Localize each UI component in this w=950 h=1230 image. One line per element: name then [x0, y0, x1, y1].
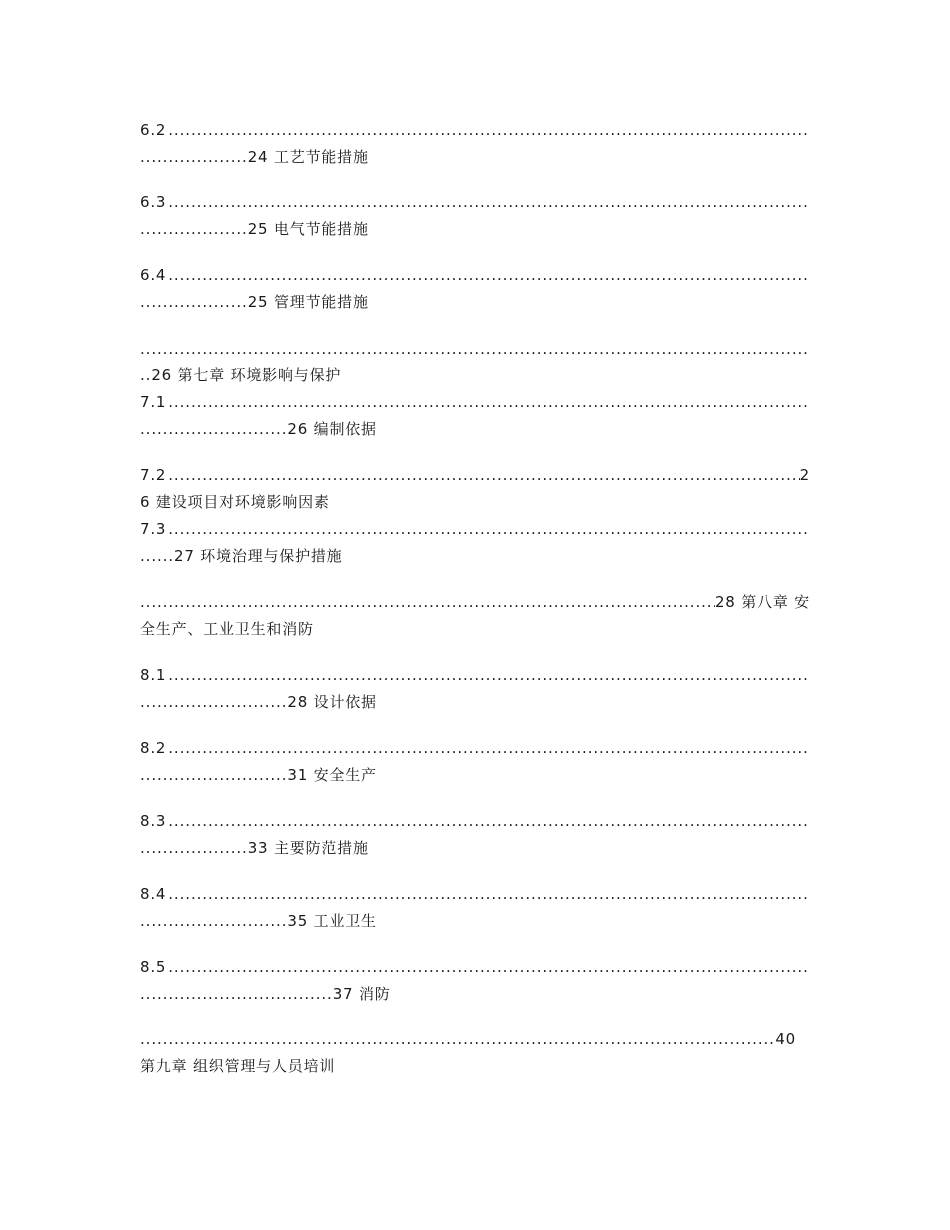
toc-leader: ...................	[140, 148, 248, 166]
toc-title: 安全生产	[313, 766, 377, 784]
toc-number: 7.3	[140, 520, 167, 538]
toc-number: 7.2	[140, 466, 167, 484]
toc-leader	[140, 1028, 775, 1050]
toc-number: 8.4	[140, 885, 167, 903]
toc-chapter-title: 全生产、工业卫生和消防	[140, 620, 314, 638]
toc-number: 6.3	[140, 193, 167, 211]
toc-line-continued	[140, 764, 810, 786]
toc-line	[140, 810, 810, 832]
toc-line-continued	[140, 364, 810, 386]
toc-line	[140, 338, 810, 360]
toc-page-number: 37	[332, 985, 354, 1003]
toc-line	[140, 391, 810, 413]
toc-leader: ..	[140, 366, 152, 384]
toc-line-continued	[140, 618, 810, 640]
toc-line	[140, 1028, 796, 1050]
toc-line-continued	[140, 837, 810, 859]
toc-page-number: 35	[287, 912, 309, 930]
toc-leader: ...................	[140, 220, 248, 238]
toc-page-number: 24	[247, 148, 269, 166]
toc-page-number: 31	[287, 766, 309, 784]
toc-leader: ..........................	[140, 912, 288, 930]
toc-line	[140, 264, 810, 286]
toc-page-number: 28	[714, 593, 736, 611]
toc-title: 环境治理与保护措施	[200, 547, 343, 565]
toc-number: 6.4	[140, 266, 167, 284]
toc-leader: ...................	[140, 839, 248, 857]
toc-title: 编制依据	[313, 420, 377, 438]
toc-line	[140, 883, 810, 905]
toc-title: 消防	[358, 985, 391, 1003]
toc-line-continued	[140, 491, 810, 513]
toc-page-number: 25	[247, 220, 269, 238]
toc-leader	[168, 810, 810, 832]
toc-line	[140, 518, 810, 540]
toc-line	[140, 591, 810, 613]
toc-leader	[168, 191, 810, 213]
toc-leader: ..........................	[140, 420, 288, 438]
toc-leader: ...................	[140, 293, 248, 311]
toc-leader	[140, 338, 810, 360]
toc-leader	[140, 591, 715, 613]
toc-number: 8.3	[140, 812, 167, 830]
toc-line-continued	[140, 146, 810, 168]
toc-title: 工艺节能措施	[273, 148, 369, 166]
toc-line	[140, 464, 810, 486]
toc-tail	[715, 591, 810, 613]
toc-leader: ..........................	[140, 766, 288, 784]
toc-leader	[168, 518, 810, 540]
toc-leader	[168, 119, 810, 141]
toc-page-number: 26	[151, 366, 173, 384]
toc-page-number: 2	[799, 466, 810, 484]
toc-title: 主要防范措施	[273, 839, 369, 857]
toc-number: 6.2	[140, 121, 167, 139]
toc-line-continued	[140, 983, 810, 1005]
toc-title: 建设项目对环境影响因素	[155, 493, 330, 511]
toc-title: 电气节能措施	[273, 220, 369, 238]
toc-line	[140, 737, 810, 759]
toc-leader	[168, 464, 799, 486]
toc-leader	[168, 391, 810, 413]
toc-page-number: 27	[174, 547, 195, 565]
toc-line	[140, 664, 810, 686]
toc-chapter-title: 第九章 组织管理与人员培训	[140, 1057, 336, 1075]
toc-line-continued	[140, 1055, 810, 1077]
toc-line-continued	[140, 418, 810, 440]
toc-leader: ..................................	[140, 985, 333, 1003]
toc-page-number: 25	[247, 293, 269, 311]
toc-leader: ..........................	[140, 693, 288, 711]
toc-page-number: 28	[287, 693, 309, 711]
toc-page-number: 33	[247, 839, 269, 857]
toc-number: 8.5	[140, 958, 167, 976]
toc-line	[140, 119, 810, 141]
toc-line-continued	[140, 691, 810, 713]
toc-leader	[168, 264, 810, 286]
toc-title: 工业卫生	[313, 912, 377, 930]
toc-page-number: 26	[287, 420, 309, 438]
toc-leader	[168, 737, 810, 759]
toc-leader: ......	[140, 547, 175, 565]
toc-page-number: 40	[775, 1030, 796, 1048]
toc-line	[140, 191, 810, 213]
toc-line-continued	[140, 545, 810, 567]
toc-chapter-title: 第八章 安	[741, 593, 810, 611]
toc-chapter-title: 第七章 环境影响与保护	[177, 366, 342, 384]
toc-leader	[168, 664, 810, 686]
toc-number: 8.2	[140, 739, 167, 757]
toc-leader	[168, 956, 810, 978]
toc-page-number: 6	[140, 493, 151, 511]
toc-line-continued	[140, 218, 810, 240]
toc-line-continued	[140, 291, 810, 313]
toc-title: 设计依据	[313, 693, 377, 711]
toc-number: 7.1	[140, 393, 167, 411]
toc-leader	[168, 883, 810, 905]
toc-line-continued	[140, 910, 810, 932]
toc-line	[140, 956, 810, 978]
toc-number: 8.1	[140, 666, 167, 684]
toc-title: 管理节能措施	[273, 293, 369, 311]
